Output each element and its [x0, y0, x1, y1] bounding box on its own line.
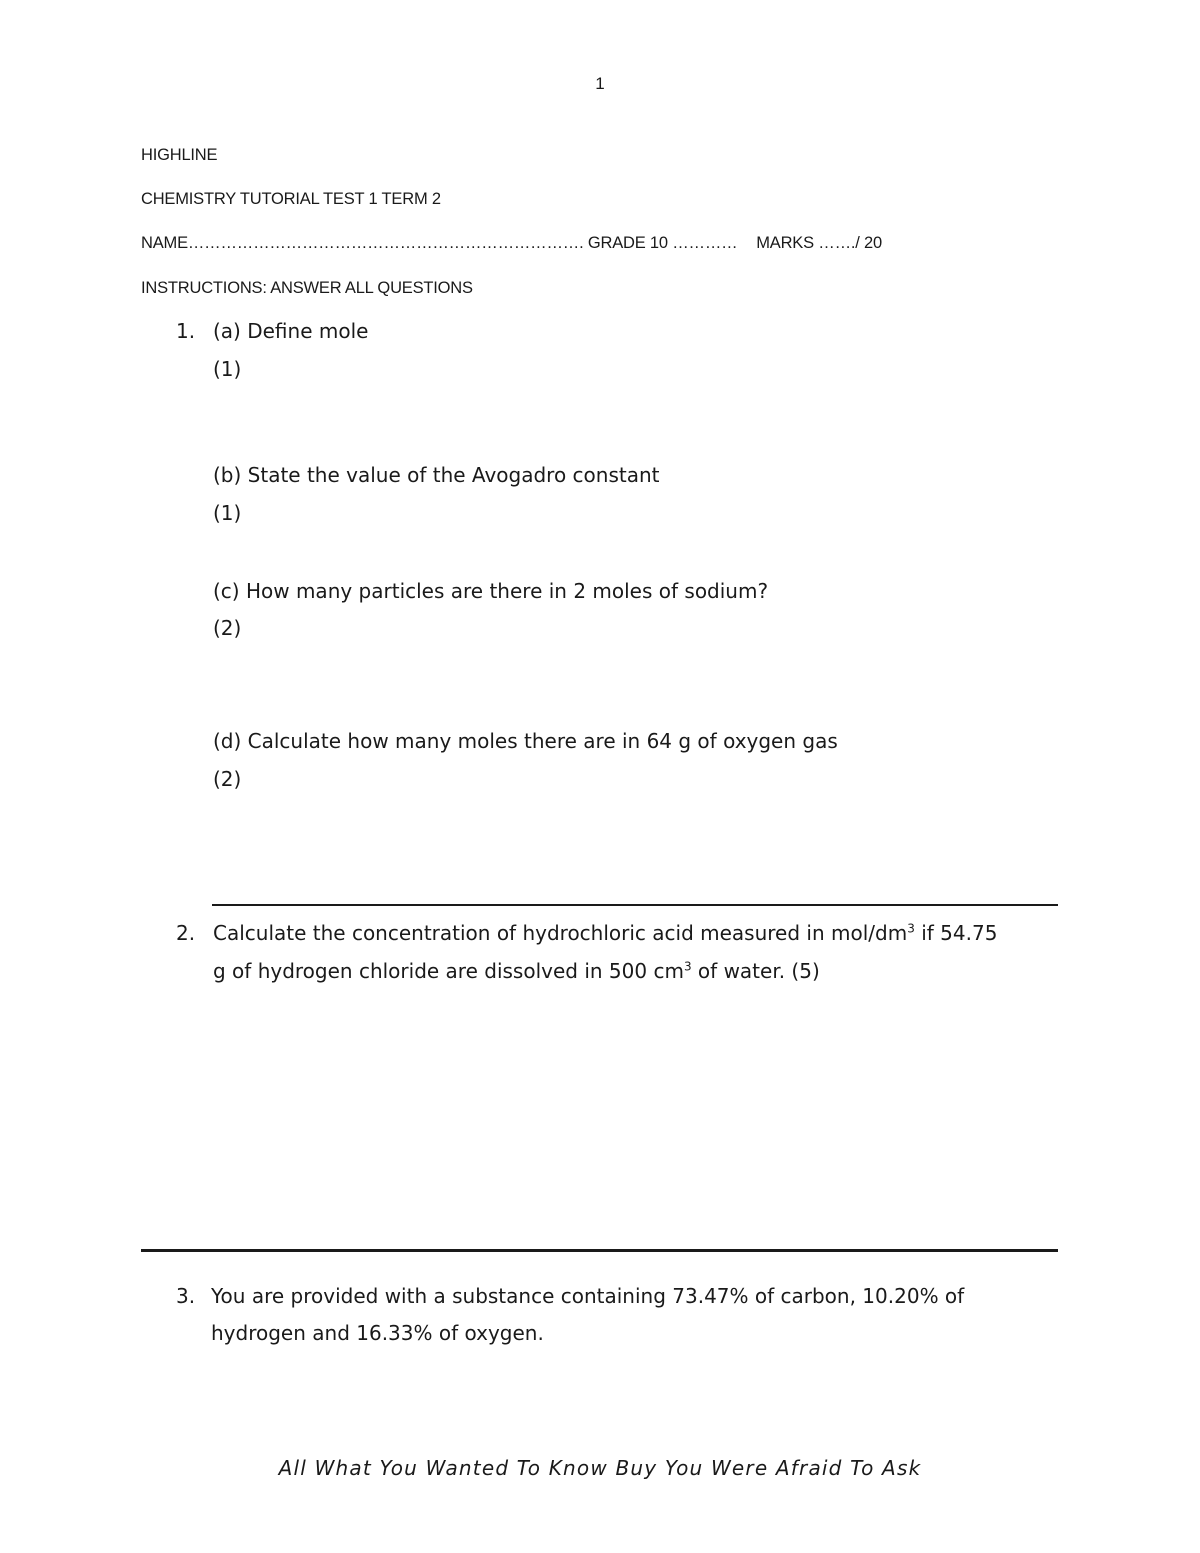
question-1-number: 1. [176, 319, 196, 343]
question-1d-marks: (2) [213, 767, 242, 791]
question-1a-marks: (1) [213, 357, 242, 381]
question-3-line-1: You are provided with a substance containing 73.47% of carbon, 10.20% of [211, 1284, 965, 1308]
school-name: HIGHLINE [141, 146, 218, 164]
marks-field: MARKS ……./ 20 [756, 234, 883, 252]
question-2-number: 2. [176, 921, 196, 945]
question-1a-text: (a) Define mole [213, 319, 369, 343]
page-number: 1 [595, 74, 605, 93]
answer-divider-1 [212, 904, 1058, 906]
question-2-line-1: Calculate the concentration of hydrochloric acid measured in mol/$dm^3$ if 54.75 [213, 921, 998, 945]
question-1b-text: (b) State the value of the Avogadro constant [213, 463, 660, 487]
instructions: INSTRUCTIONS: ANSWER ALL QUESTIONS [141, 279, 473, 297]
details-line [141, 234, 882, 253]
question-1b-marks: (1) [213, 501, 242, 525]
page-footer: All What You Wanted To Know Buy You Were Afraid To Ask [278, 1456, 922, 1480]
question-3-number: 3. [176, 1284, 196, 1308]
test-title: CHEMISTRY TUTORIAL TEST 1 TERM 2 [141, 190, 441, 208]
question-3-line-2: hydrogen and 16.33% of oxygen. [211, 1321, 544, 1345]
question-1c-text: (c) How many particles are there in 2 moles of sodium? [213, 579, 769, 603]
answer-divider-2 [141, 1249, 1058, 1252]
name-grade-field: NAME………………………………………………………………. GRADE 10 ………… [141, 234, 738, 252]
question-2-line-2: g of hydrogen chloride are dissolved in 500 $cm^3$ of water. (5) [213, 959, 820, 983]
question-1d-text: (d) Calculate how many moles there are in 64 g of oxygen gas [213, 729, 838, 753]
question-1c-marks: (2) [213, 616, 242, 640]
